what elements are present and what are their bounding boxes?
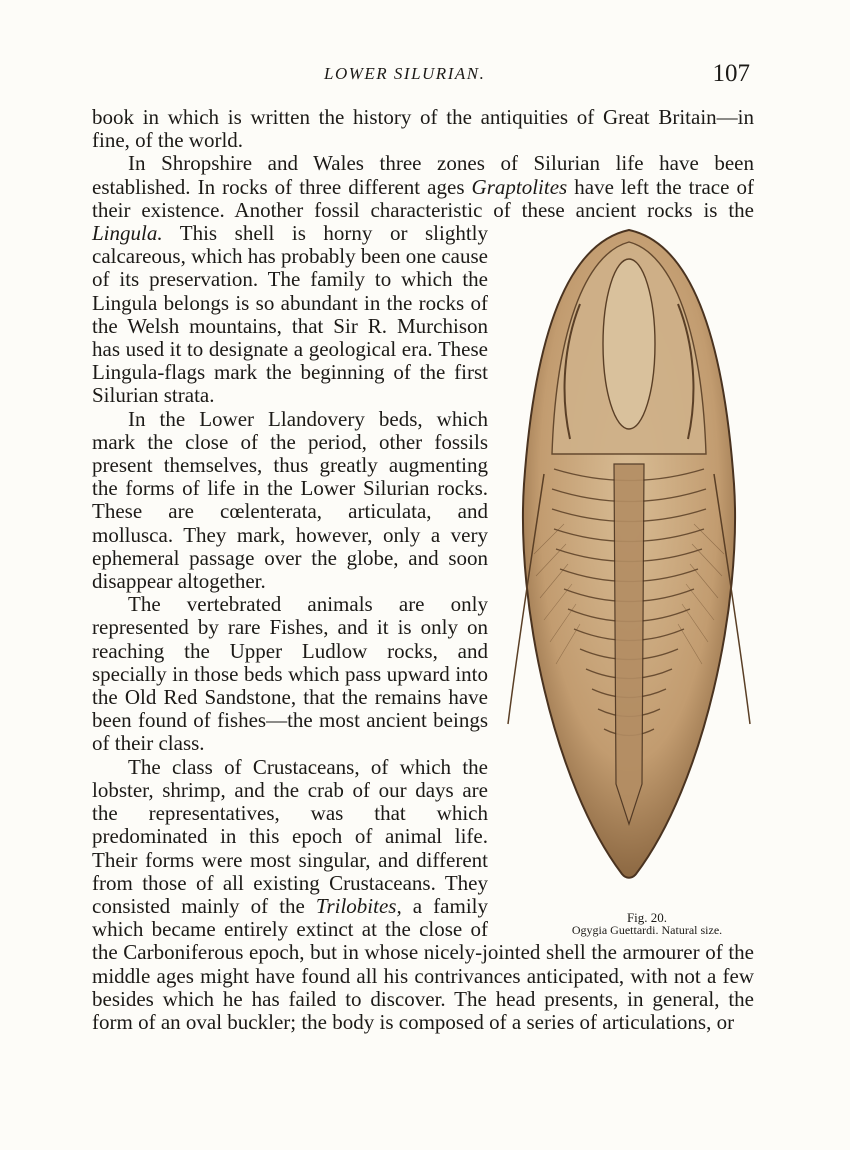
trilobite-illustration [504,224,754,884]
page-number: 107 [712,60,750,87]
figure-number: Fig. 20. [626,910,668,926]
paragraph-crustaceans: The class of Crustaceans, of which the lobster, shrimp, and the crab of our days are the representatives, was that which predominated in this epoch of animal life. Their forms were most singular, and different from those of all existing Crustaceans. They consisted mainly of the Trilobites, a family which became entirely extinct at the close of the Carboniferous epoch, but in whose nicely-jointed shell the armourer of the middle ages might have found all his contrivances anticipated, with not a few besides which he has failed to discover. The head presents, in general, the form of an oval buckler; the body is composed of a series of articulations, or [92,754,754,1034]
term-lingula: Lingula. [92,221,163,246]
term-graptolites: Graptolites [471,174,568,199]
paragraph-llandovery: In the Lower Llandovery beds, which mark the close of the period, other fossils present themselves, thus greatly augmenting the forms of life in the Lower Silurian rocks. These are cœlenterata, articulata, and mollusca. They mark, however, only a very ephemeral passage over the globe, and soon disappear altogether. [92,406,488,594]
paragraph-vertebrates: The vertebrated animals are only represented by rare Fishes, and it is only on reaching the Upper Ludlow rocks, and specially in those beds which pass upward into the Old Red Sandstone, that the remains have been found of fishes—the most ancient beings of their class. [92,592,488,756]
paragraph-shropshire: In Shropshire and Wales three zones of Silurian life have been established. In rocks of three different ages Graptolites have left the trace of their existence. Another fossil characteristic of these ancient rocks is the Fig. 20. Ogygia Guettardi. Natural size. Lingula. This shell is horny or slightly calcareous, which has probably been one cause of its preservation. The family to which the Lingula belongs is so abundant in the rocks of the Welsh mountains, that Sir R. Murchison has used it to designate a geological era. These Lingula-flags mark the beginning of the first Silurian strata. [92,152,754,407]
term-trilobites: Trilobites, [315,893,402,918]
figure-title: Ogygia Guettardi. Natural size. [571,923,723,938]
page-header [92,62,754,92]
figure-caption [504,912,754,936]
body-text [92,106,754,1034]
paragraph-continuation: book in which is written the history of the antiquities of Great Britain—in fine, of the world. [92,105,754,153]
running-head: LOWER SILURIAN. [324,64,486,83]
figure-ogygia [504,224,754,940]
